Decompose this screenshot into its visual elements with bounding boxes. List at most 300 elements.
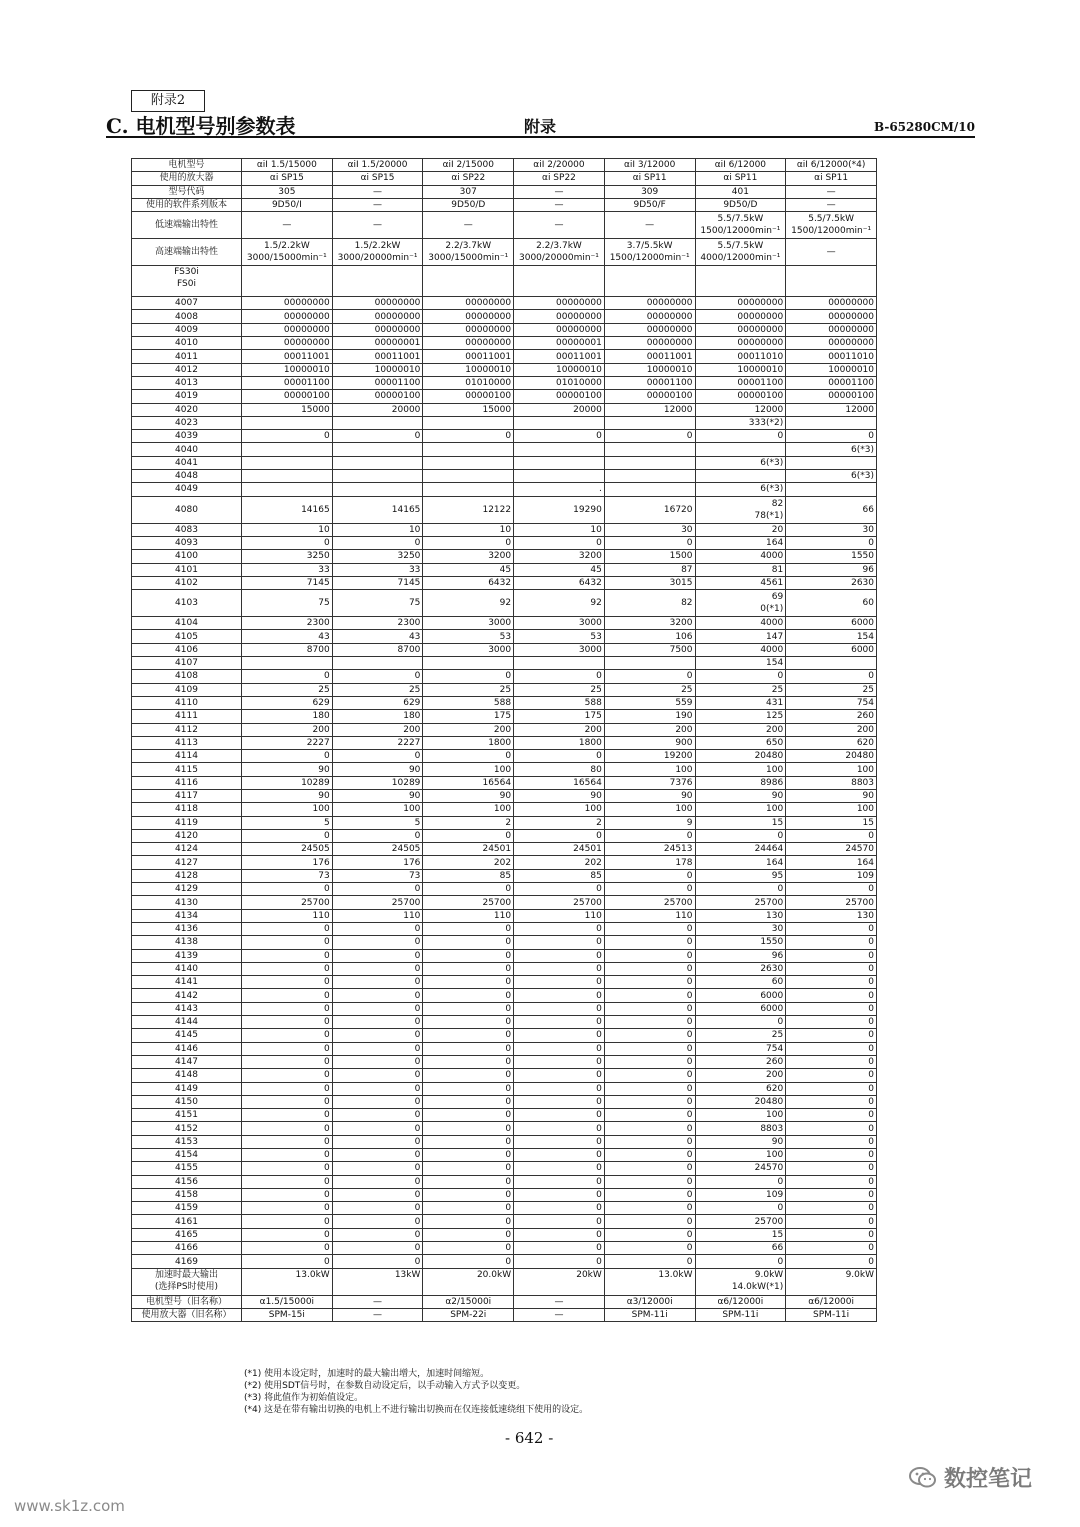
table-cell: 10289: [242, 776, 333, 789]
table-cell: 90: [332, 789, 423, 802]
param-number: 4111: [132, 710, 242, 723]
param-number: 4153: [132, 1135, 242, 1148]
table-cell: 10000010: [423, 363, 514, 376]
table-cell: 0: [423, 1188, 514, 1201]
table-cell: 00011001: [514, 350, 605, 363]
table-cell: 20.0kW: [423, 1268, 514, 1295]
table-cell: 0: [786, 976, 877, 989]
table-cell: 100: [695, 763, 786, 776]
table-cell: [604, 266, 695, 297]
table-cell: —: [332, 185, 423, 198]
table-cell: [786, 483, 877, 496]
table-cell: [695, 443, 786, 456]
table-cell: 0: [332, 1188, 423, 1201]
table-cell: 0: [514, 1242, 605, 1255]
table-cell: 0: [695, 829, 786, 842]
table-row: [132, 816, 877, 829]
table-cell: 130: [786, 909, 877, 922]
table-cell: 00000000: [514, 310, 605, 323]
table-cell: 60: [695, 976, 786, 989]
table-cell: 0: [423, 989, 514, 1002]
table-row: [132, 1188, 877, 1201]
table-cell: 20000: [514, 403, 605, 416]
table-cell: 0: [514, 949, 605, 962]
table-cell: 0: [604, 829, 695, 842]
table-cell: 0: [332, 1002, 423, 1015]
table-cell: 24464: [695, 843, 786, 856]
table-cell: 0: [423, 1215, 514, 1228]
table-cell: 90: [786, 789, 877, 802]
table-cell: —: [423, 212, 514, 239]
table-cell: 00000001: [514, 337, 605, 350]
param-number: 4119: [132, 816, 242, 829]
table-cell: 100: [695, 1109, 786, 1122]
table-cell: 200: [242, 723, 333, 736]
table-row: [132, 297, 877, 310]
table-cell: 00000100: [514, 390, 605, 403]
table-cell: 10000010: [695, 363, 786, 376]
table-cell: [604, 443, 695, 456]
table-cell: 53: [423, 630, 514, 643]
table-cell: 0: [695, 1255, 786, 1268]
table-cell: 6(*3): [695, 456, 786, 469]
param-number: 4124: [132, 843, 242, 856]
table-cell: 45: [423, 563, 514, 576]
param-number: 4159: [132, 1202, 242, 1215]
table-cell: 333(*2): [695, 416, 786, 429]
table-cell-line: 2.2/3.7kW: [445, 241, 492, 252]
table-row: [132, 470, 877, 483]
table-cell: 0: [514, 1069, 605, 1082]
param-number: 4102: [132, 576, 242, 589]
table-cell: 25700: [423, 896, 514, 909]
table-row: [132, 909, 877, 922]
table-cell: 588: [423, 696, 514, 709]
table-cell: [514, 416, 605, 429]
table-cell: 10: [423, 523, 514, 536]
param-number: 4048: [132, 470, 242, 483]
table-cell: 0: [242, 1255, 333, 1268]
table-row: [132, 657, 877, 670]
table-cell: 90: [514, 789, 605, 802]
table-row: [132, 323, 877, 336]
table-cell: 00000000: [242, 297, 333, 310]
table-row: [132, 239, 877, 266]
table-cell: 00000000: [604, 337, 695, 350]
table-cell: 0: [332, 936, 423, 949]
table-cell: 0: [786, 829, 877, 842]
table-cell: 0: [423, 1255, 514, 1268]
table-row: [132, 1202, 877, 1215]
table-cell: 0: [786, 922, 877, 935]
table-cell: 0: [423, 1069, 514, 1082]
table-cell: 00000000: [423, 297, 514, 310]
table-cell: 9.0kW: [786, 1268, 877, 1295]
table-cell: 0: [242, 1016, 333, 1029]
table-cell: [423, 416, 514, 429]
table-cell: 200: [604, 723, 695, 736]
table-row: [132, 456, 877, 469]
table-cell: 14165: [242, 496, 333, 523]
table-cell: [132, 1268, 242, 1295]
table-cell: 0: [786, 1095, 877, 1108]
model-header: αiI 6/12000(*4): [786, 159, 877, 172]
table-cell: 19290: [514, 496, 605, 523]
table-cell: 754: [695, 1042, 786, 1055]
table-cell: 96: [695, 949, 786, 962]
table-cell: 629: [332, 696, 423, 709]
param-number: 4158: [132, 1188, 242, 1201]
table-cell: 0: [786, 936, 877, 949]
table-cell: 0: [242, 1002, 333, 1015]
table-cell: 0: [786, 1228, 877, 1241]
table-cell: 202: [514, 856, 605, 869]
table-cell: 8700: [242, 643, 333, 656]
table-cell: [514, 266, 605, 297]
table-cell: 0: [514, 1255, 605, 1268]
table-cell: 9D50/F: [604, 198, 695, 211]
table-cell: 82: [604, 590, 695, 617]
table-cell: [242, 239, 333, 266]
table-cell: 30: [695, 922, 786, 935]
table-cell: 0: [786, 1215, 877, 1228]
param-number: 4130: [132, 896, 242, 909]
table-cell: SPM-15i: [242, 1308, 333, 1321]
table-cell: 12000: [695, 403, 786, 416]
table-cell: 0: [332, 1016, 423, 1029]
table-cell: 92: [514, 590, 605, 617]
table-cell: [423, 657, 514, 670]
table-row: [132, 710, 877, 723]
table-cell: 620: [786, 736, 877, 749]
table-cell: 0: [423, 430, 514, 443]
table-row: [132, 337, 877, 350]
table-cell: 0: [604, 1069, 695, 1082]
table-cell: [423, 456, 514, 469]
table-cell: 0: [786, 1109, 877, 1122]
table-cell: 620: [695, 1082, 786, 1095]
table-cell: 73: [242, 869, 333, 882]
table-cell: 176: [242, 856, 333, 869]
table-cell: 0: [423, 1202, 514, 1215]
param-number: 4139: [132, 949, 242, 962]
table-row: [132, 869, 877, 882]
wechat-icon: [908, 1465, 938, 1491]
table-cell: 0: [604, 922, 695, 935]
table-cell: 0: [514, 750, 605, 763]
table-cell: [695, 239, 786, 266]
table-cell: 6(*3): [786, 443, 877, 456]
table-cell-line: 14.0kW(*1): [731, 1281, 784, 1292]
table-cell: 16564: [423, 776, 514, 789]
table-cell: 154: [786, 630, 877, 643]
table-cell: 20000: [332, 403, 423, 416]
table-row: [132, 1002, 877, 1015]
table-cell: 3200: [423, 550, 514, 563]
table-cell: 19200: [604, 750, 695, 763]
table-row: [132, 363, 877, 376]
table-cell: 0: [423, 1109, 514, 1122]
table-cell: 0: [514, 1042, 605, 1055]
table-cell: —: [786, 239, 877, 266]
table-cell: 0: [242, 1095, 333, 1108]
table-cell: 3000: [514, 643, 605, 656]
param-number: 4020: [132, 403, 242, 416]
table-cell: 0: [786, 1255, 877, 1268]
table-cell: 0: [695, 430, 786, 443]
table-row: [132, 430, 877, 443]
table-row: [132, 776, 877, 789]
param-number: 4012: [132, 363, 242, 376]
table-cell: 20: [695, 523, 786, 536]
table-cell: 15: [695, 816, 786, 829]
table-cell: 0: [604, 949, 695, 962]
table-cell: 0: [514, 670, 605, 683]
table-cell: 0: [242, 976, 333, 989]
table-cell: 0: [332, 536, 423, 549]
table-cell: 0: [332, 829, 423, 842]
table-cell: 0: [332, 1082, 423, 1095]
table-row: [132, 172, 877, 185]
table-cell: —: [514, 185, 605, 198]
table-cell: 401: [695, 185, 786, 198]
table-cell: 0: [604, 1255, 695, 1268]
table-cell: 110: [423, 909, 514, 922]
table-cell: 2: [514, 816, 605, 829]
table-cell: 0: [242, 750, 333, 763]
table-cell: [132, 266, 242, 297]
table-cell: [423, 266, 514, 297]
table-cell: —: [514, 198, 605, 211]
table-cell: [604, 456, 695, 469]
table-cell: 3250: [242, 550, 333, 563]
table-cell: 3000: [423, 643, 514, 656]
table-row: [132, 1016, 877, 1029]
table-cell: 使用的放大器: [132, 172, 242, 185]
table-cell: 0: [242, 829, 333, 842]
table-row: [132, 896, 877, 909]
table-cell-line: 1.5/2.2kW: [263, 241, 310, 252]
table-cell: 0: [786, 883, 877, 896]
table-cell: 00000001: [332, 337, 423, 350]
param-number: 4134: [132, 909, 242, 922]
table-cell: —: [514, 1295, 605, 1308]
table-cell: 200: [514, 723, 605, 736]
table-cell: 0: [242, 922, 333, 935]
table-cell: —: [514, 212, 605, 239]
table-cell: 0: [332, 1135, 423, 1148]
table-cell: 110: [604, 909, 695, 922]
table-cell: αi SP15: [242, 172, 333, 185]
table-cell: 100: [786, 803, 877, 816]
param-number: 4112: [132, 723, 242, 736]
param-number: 4110: [132, 696, 242, 709]
table-cell: 0: [786, 1002, 877, 1015]
table-cell: 0: [604, 1162, 695, 1175]
table-cell: 87: [604, 563, 695, 576]
table-cell: 1800: [423, 736, 514, 749]
table-cell: 0: [423, 936, 514, 949]
param-number: 4100: [132, 550, 242, 563]
table-cell: 0: [604, 1055, 695, 1068]
table-row: [132, 1149, 877, 1162]
table-cell: 6000: [695, 1002, 786, 1015]
table-cell: 0: [786, 536, 877, 549]
table-cell: 202: [423, 856, 514, 869]
table-cell: 147: [695, 630, 786, 643]
param-number: 4127: [132, 856, 242, 869]
table-row: [132, 1029, 877, 1042]
table-cell: [332, 470, 423, 483]
table-cell: α6/12000i: [786, 1295, 877, 1308]
table-cell: 15000: [242, 403, 333, 416]
table-cell-line: 3000/20000min⁻¹: [519, 253, 599, 264]
table-row: [132, 1135, 877, 1148]
table-row: [132, 750, 877, 763]
table-cell: 0: [604, 962, 695, 975]
table-cell: 2: [423, 816, 514, 829]
table-row: [132, 736, 877, 749]
table-cell: 559: [604, 696, 695, 709]
header-center-title: 附录: [524, 117, 557, 136]
table-cell: 0: [332, 922, 423, 935]
table-cell: 00000000: [242, 337, 333, 350]
table-cell: 0: [786, 1162, 877, 1175]
table-cell: 0: [242, 949, 333, 962]
table-cell: 12000: [604, 403, 695, 416]
table-cell: [423, 443, 514, 456]
param-number: 4136: [132, 922, 242, 935]
table-cell: 00000000: [786, 297, 877, 310]
table-cell: 25: [786, 683, 877, 696]
table-cell: 0: [332, 1162, 423, 1175]
table-cell: [514, 657, 605, 670]
table-cell: 20480: [786, 750, 877, 763]
table-cell: 0: [423, 1055, 514, 1068]
table-cell: 00000000: [332, 323, 423, 336]
table-cell: 154: [695, 657, 786, 670]
table-cell: —: [332, 212, 423, 239]
table-cell: 8803: [786, 776, 877, 789]
param-number: 4049: [132, 483, 242, 496]
table-cell: 1550: [695, 936, 786, 949]
watermark-site: www.sk1z.com: [14, 1497, 125, 1515]
table-cell: 0: [423, 883, 514, 896]
table-row: [132, 643, 877, 656]
table-cell: 0: [604, 1135, 695, 1148]
param-number: 4116: [132, 776, 242, 789]
table-cell: 15: [786, 816, 877, 829]
table-cell: 6432: [423, 576, 514, 589]
table-cell: 7500: [604, 643, 695, 656]
table-cell-line: 3000/20000min⁻¹: [337, 253, 418, 264]
param-number: 4106: [132, 643, 242, 656]
table-cell: 0: [423, 1029, 514, 1042]
table-cell: 0: [332, 1175, 423, 1188]
table-cell-line: FS0i: [177, 279, 196, 290]
table-row: [132, 590, 877, 617]
table-cell-line: 2.2/3.7kW: [536, 241, 582, 252]
table-cell: 0: [604, 1175, 695, 1188]
table-row: [132, 1268, 877, 1295]
table-cell: 190: [604, 710, 695, 723]
table-cell-line: 1500/12000min⁻¹: [700, 226, 781, 237]
table-cell: 60: [786, 590, 877, 617]
table-cell: [332, 443, 423, 456]
param-number: 4128: [132, 869, 242, 882]
table-row: [132, 976, 877, 989]
table-row: [132, 922, 877, 935]
table-cell: 9D50/D: [695, 198, 786, 211]
table-cell: 0: [786, 1082, 877, 1095]
table-cell: 0: [604, 1215, 695, 1228]
table-cell: 176: [332, 856, 423, 869]
table-cell: 00001100: [786, 376, 877, 389]
table-cell: 10000010: [786, 363, 877, 376]
table-cell: 20kW: [514, 1268, 605, 1295]
table-cell: 01010000: [423, 376, 514, 389]
table-cell: 0: [332, 1109, 423, 1122]
table-row: [132, 789, 877, 802]
table-cell: 00000000: [332, 297, 423, 310]
table-cell: 200: [695, 723, 786, 736]
table-cell: 0: [786, 1016, 877, 1029]
table-cell: 175: [514, 710, 605, 723]
table-row: [132, 443, 877, 456]
table-cell: 0: [695, 1202, 786, 1215]
table-cell: [423, 470, 514, 483]
document-code: B-65280CM/10: [873, 120, 975, 134]
table-cell: α3/12000i: [604, 1295, 695, 1308]
table-cell: 20480: [695, 1095, 786, 1108]
table-cell: 0: [604, 976, 695, 989]
table-cell: 0: [514, 1029, 605, 1042]
table-cell: 0: [423, 1122, 514, 1135]
table-cell: 85: [423, 869, 514, 882]
table-cell: —: [786, 198, 877, 211]
table-cell: —: [332, 1308, 423, 1321]
table-row: [132, 989, 877, 1002]
param-number: 4145: [132, 1029, 242, 1042]
table-cell: 0: [423, 1042, 514, 1055]
param-number: 4161: [132, 1215, 242, 1228]
table-cell: [514, 239, 605, 266]
table-cell: 588: [514, 696, 605, 709]
table-row: [132, 962, 877, 975]
table-cell: 175: [423, 710, 514, 723]
table-cell: 0: [514, 989, 605, 1002]
table-cell: 9: [604, 816, 695, 829]
table-cell: 0: [423, 949, 514, 962]
table-row: [132, 1042, 877, 1055]
table-cell: 3000: [514, 617, 605, 630]
table-row: [132, 563, 877, 576]
table-cell: 25: [242, 683, 333, 696]
table-row: [132, 536, 877, 549]
param-number: 4152: [132, 1122, 242, 1135]
table-cell: 25700: [242, 896, 333, 909]
param-number: 4117: [132, 789, 242, 802]
table-cell-line: 5.5/7.5kW: [717, 214, 764, 225]
table-cell: 00000000: [423, 310, 514, 323]
param-number: 4080: [132, 496, 242, 523]
table-cell: 10000010: [604, 363, 695, 376]
param-number: 4147: [132, 1055, 242, 1068]
table-cell: 0: [332, 1042, 423, 1055]
table-cell: [604, 470, 695, 483]
table-cell: 9D50/I: [242, 198, 333, 211]
table-cell: 0: [242, 1029, 333, 1042]
